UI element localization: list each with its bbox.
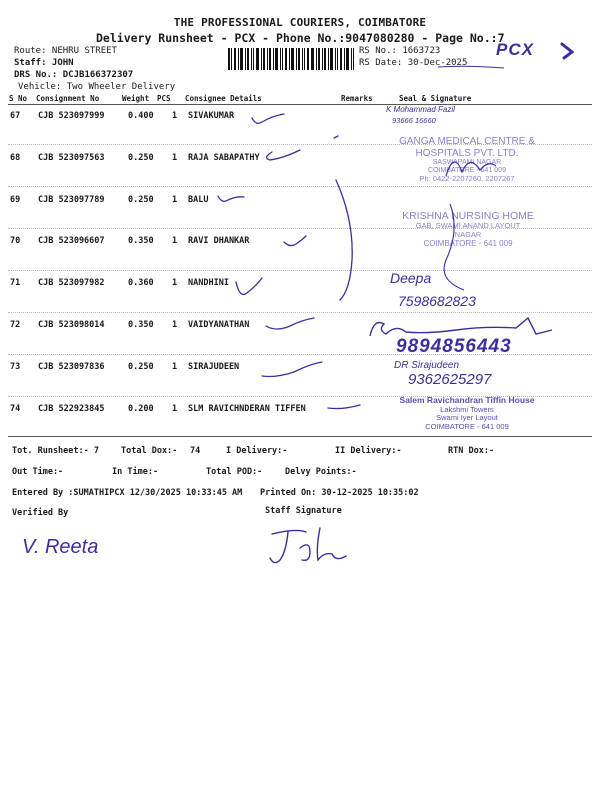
runsheet-title: Delivery Runsheet - PCX - Phone No.:9047080280 - Page No.:7 [96, 31, 505, 45]
row71-receiver-name: Deepa [390, 270, 432, 286]
delivery-points: Delvy Points:- [285, 467, 357, 477]
staff-signature-ink [266, 522, 356, 568]
row-weight: 0.400 [128, 111, 154, 121]
row-consignee: SLM RAVICHNDERAN TIFFEN [188, 404, 306, 414]
row71-phone: 7598682823 [398, 293, 476, 309]
pcx-logo: PCX [496, 40, 534, 59]
row-weight: 0.350 [128, 320, 154, 330]
row-weight: 0.250 [128, 195, 154, 205]
stamp1-line: Ph: 0422-2207260, 2207267 [419, 174, 515, 184]
row-consignment: CJB 523098014 [38, 320, 105, 330]
row-consignment: CJB 523096607 [38, 236, 105, 246]
row-consignment: CJB 523097999 [38, 111, 105, 121]
row-pcs: 1 [172, 278, 178, 288]
row-pcs: 1 [172, 153, 178, 163]
total-runsheet: Tot. Runsheet:- 7 [12, 446, 99, 456]
col-weight: Weight [122, 94, 150, 103]
verified-by-label: Verified By [12, 508, 69, 518]
row-consignee: NANDHINI [188, 278, 229, 288]
stamp3-line: Swami Iyer Layout [436, 413, 498, 423]
row-consignee: BALU [188, 195, 209, 205]
row-sno: 67 [10, 111, 21, 121]
row-pcs: 1 [172, 404, 178, 414]
stamp1-line: COIMBATORE - 641 009 [428, 167, 506, 175]
verifier-signature: V. Reeta [22, 536, 99, 558]
tiffen-house-stamp [374, 396, 560, 432]
stamp2-line: NAGAR [454, 229, 482, 239]
row-consignee: RAVI DHANKAR [188, 236, 250, 246]
row-sno: 74 [10, 404, 21, 414]
row67-receiver-name: K Mohammad Fazil [386, 105, 455, 114]
out-time: Out Time:- [12, 467, 64, 477]
col-remarks: Remarks [341, 94, 373, 103]
rtn-dox: RTN Dox:- [448, 446, 495, 456]
col-consignee: Consignee Details [185, 94, 262, 103]
row-pcs: 1 [172, 111, 178, 121]
entered-by: Entered By :SUMATHIPCX 12/30/2025 10:33:45 AM [12, 488, 243, 498]
i-delivery: I Delivery:- [226, 446, 288, 456]
in-time: In Time:- [112, 467, 159, 477]
col-pcs: PCS [157, 94, 171, 103]
row-consignee: SIRAJUDEEN [188, 362, 240, 372]
row-sno: 71 [10, 278, 21, 288]
row-consignment: CJB 523097789 [38, 195, 105, 205]
stamp3-line: COIMBATORE - 641 009 [425, 422, 509, 432]
company-title: THE PROFESSIONAL COURIERS, COIMBATORE [173, 16, 427, 29]
stamp2-line: GAB, SWAMI ANAND LAYOUT [415, 221, 521, 231]
row72-phone: 9894856443 [396, 336, 512, 357]
row-sno: 69 [10, 195, 21, 205]
stamp3-line: Salem Ravichandran Tiffin House [399, 395, 535, 405]
stamp3-line: Lakshmi Towers [440, 404, 494, 414]
row-weight: 0.250 [128, 153, 154, 163]
rs-number: RS No.: 1663723 [359, 46, 441, 56]
row73-phone: 9362625297 [408, 371, 492, 388]
row-pcs: 1 [172, 195, 178, 205]
row-consignment: CJB 523097836 [38, 362, 105, 372]
row-consignee: RAJA SABAPATHY [188, 153, 260, 163]
row-pcs: 1 [172, 236, 178, 246]
row-consignment: CJB 523097563 [38, 153, 105, 163]
staff-signature-label: Staff Signature [265, 506, 342, 516]
total-pod: Total POD:- [206, 467, 263, 477]
row-pcs: 1 [172, 362, 178, 372]
row-sno: 72 [10, 320, 21, 330]
vehicle: Vehicle: Two Wheeler Delivery [18, 82, 176, 92]
row-sno: 70 [10, 236, 21, 246]
col-consignment: Consignment No [36, 94, 100, 103]
row-pcs: 1 [172, 320, 178, 330]
route: Route: NEHRU STREET [14, 46, 117, 56]
stamp2-line: KRISHNA NURSING HOME [402, 210, 534, 222]
row67-phone: 93666 16660 [392, 116, 436, 125]
rs-date: RS Date: 30-Dec-2025 [359, 58, 468, 68]
ii-delivery: II Delivery:- [335, 446, 402, 456]
row73-receiver-name: DR Sirajudeen [394, 360, 460, 371]
row-consignee: SIVAKUMAR [188, 111, 235, 121]
total-dox-label: Total Dox:- [121, 446, 178, 456]
row-consignment: CJB 523097982 [38, 278, 105, 288]
row-sno: 68 [10, 153, 21, 163]
stamp1-signature-ink [440, 146, 500, 186]
stamp1-line: SASWAPAMI NAGAR [432, 159, 502, 166]
stamp1-line: HOSPITALS PVT. LTD. [415, 147, 519, 159]
row-consignment: CJB 522923845 [38, 404, 105, 414]
row-weight: 0.360 [128, 278, 154, 288]
row-weight: 0.200 [128, 404, 154, 414]
stamp2-line: COIMBATORE - 641 009 [423, 239, 513, 249]
stamp1-line: GANGA MEDICAL CENTRE & [399, 136, 535, 147]
col-sno: S No [9, 94, 28, 103]
row-sno: 73 [10, 362, 21, 372]
row-consignee: VAIDYANATHAN [188, 320, 250, 330]
staff: Staff: JOHN [14, 58, 74, 68]
row-weight: 0.250 [128, 362, 154, 372]
total-dox-value: 74 [190, 446, 201, 456]
col-seal: Seal & Signature [399, 94, 472, 103]
drs-number: DRS No.: DCJB166372307 [14, 70, 134, 80]
row-weight: 0.350 [128, 236, 154, 246]
printed-on: Printed On: 30-12-2025 10:35:02 [260, 488, 419, 498]
